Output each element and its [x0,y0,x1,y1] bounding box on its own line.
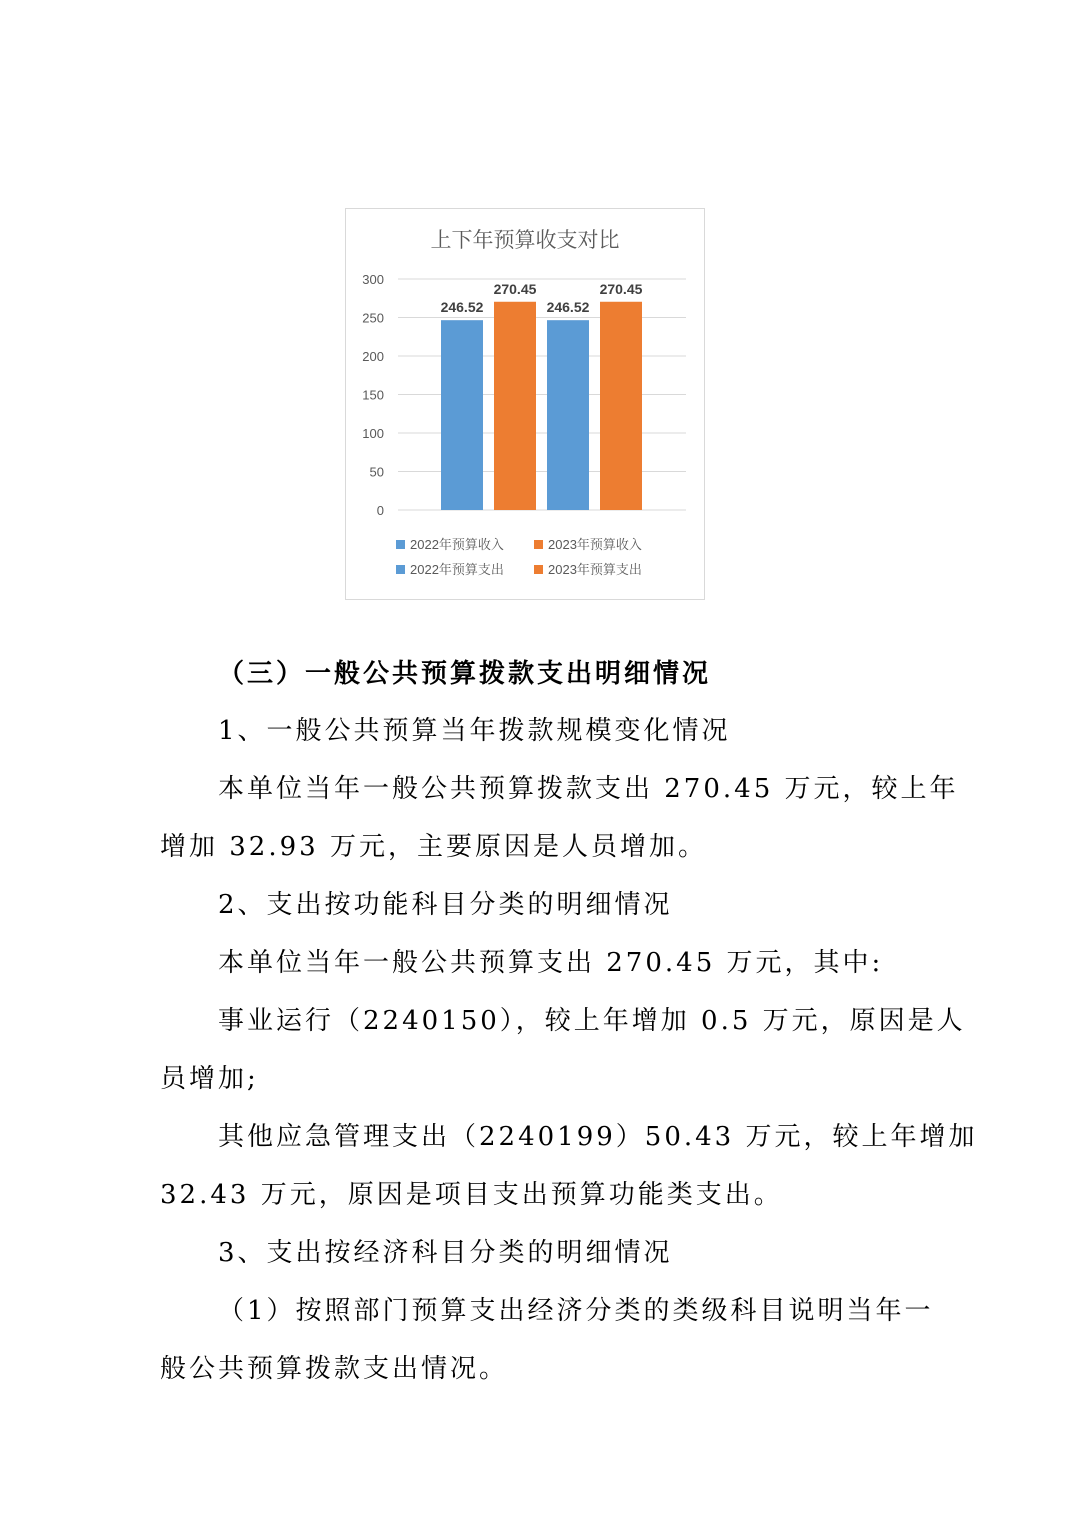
subsection-1-title: 1、一般公共预算当年拨款规模变化情况 [218,716,731,746]
y-tick-label: 300 [362,272,384,287]
paragraph-1-line-1: 本单位当年一般公共预算拨款支出 270.45 万元，较上年 [218,774,959,804]
legend-label: 2023年预算收入 [548,537,642,552]
legend-label: 2023年预算支出 [548,562,642,577]
legend-swatch [396,565,405,574]
legend-swatch [534,565,543,574]
section-heading: （三）一般公共预算拨款支出明细情况 [218,659,712,689]
subsection-3-title: 3、支出按经济科目分类的明细情况 [218,1238,673,1268]
data-label: 270.45 [493,280,537,297]
paragraph-3-line-1: （1）按照部门预算支出经济分类的类级科目说明当年一 [218,1296,934,1326]
data-label: 246.52 [546,299,590,316]
y-tick-label: 0 [376,503,384,518]
legend-label: 2022年预算收入 [410,537,504,552]
paragraph-2-line-2: 事业运行（2240150），较上年增加 0.5 万元，原因是人 [218,1006,966,1036]
paragraph-2-line-3: 员增加; [160,1064,259,1094]
paragraph-3-line-2: 般公共预算拨款支出情况。 [160,1354,509,1384]
budget-comparison-chart [345,208,705,600]
y-tick-label: 150 [362,387,384,403]
paragraph-1-line-2: 增加 32.93 万元，主要原因是人员增加。 [160,832,707,862]
paragraph-2-line-1: 本单位当年一般公共预算支出 270.45 万元，其中: [218,948,884,978]
subsection-2-title: 2、支出按功能科目分类的明细情况 [218,890,673,920]
chart-title: 上下年预算收支对比 [430,229,620,252]
legend-swatch [396,540,405,549]
y-tick-label: 250 [362,310,384,326]
y-tick-label: 50 [369,464,384,480]
legend-label: 2022年预算支出 [410,562,504,577]
chart-canvas [346,209,704,599]
paragraph-2-line-5: 32.43 万元，原因是项目支出预算功能类支出。 [160,1180,783,1210]
paragraph-2-line-4: 其他应急管理支出（2240199）50.43 万元，较上年增加 [218,1122,978,1152]
bar [441,320,483,510]
data-label: 246.52 [440,299,484,316]
bar [494,302,536,510]
y-tick-label: 200 [362,349,384,364]
y-tick-label: 100 [362,426,384,441]
bar [547,320,589,510]
legend-swatch [534,540,543,549]
data-label: 270.45 [599,280,643,297]
bar [600,302,642,510]
